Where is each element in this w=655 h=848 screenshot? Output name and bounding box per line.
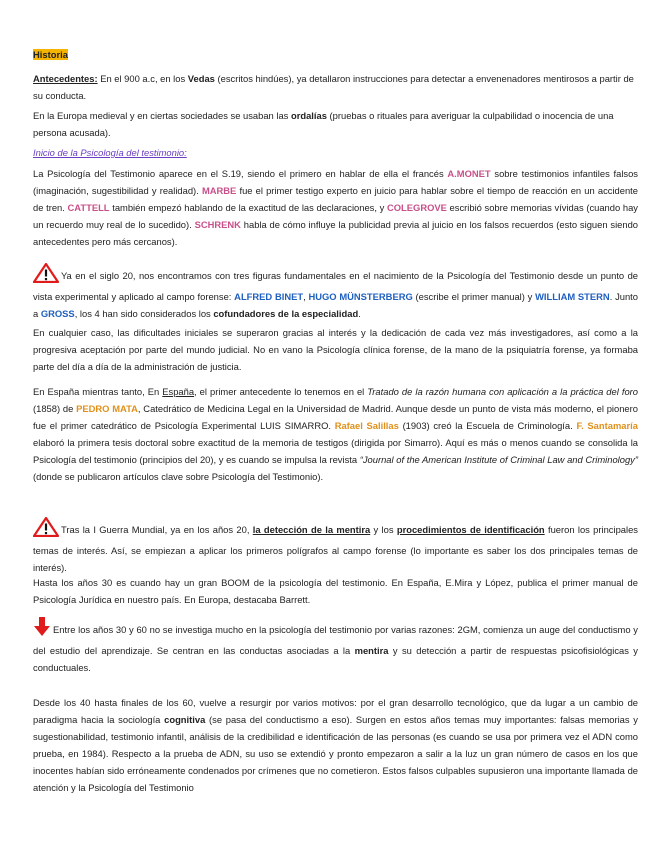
term-ordalias: ordalías xyxy=(290,110,327,121)
text-run: , xyxy=(303,291,309,302)
term-cofundadores: cofundadores de la especialidad xyxy=(213,308,359,319)
paragraph-dificultades xyxy=(33,324,638,375)
term-deteccion-mentira: la detección de la mentira xyxy=(252,524,371,535)
text-run: (escritos hindúes), ya detallaron instrucciones para detectar a envenenadores mentirosos a partir de su conducta. xyxy=(33,73,634,101)
book-title-tratado: Tratado de la razón humana con aplicación a la práctica del foro xyxy=(367,386,638,397)
term-mentira: mentira xyxy=(354,645,389,656)
text-run: En cualquier caso, las dificultades iniciales se superaron gracias al interés y la dedicación de cada vez más investigadores, así como a la progresiva aceptación por parte del mundo judicial. No en vano la Psicología clínica forense, de la mano de la psiquiatría forense, ya formaba parte del día a día de la administración de justicia. xyxy=(33,327,638,372)
paragraph-ordalias xyxy=(33,107,638,141)
text-run: La Psicología del Testimonio aparece en el S.19, siendo el primero en hablar de ella el francés xyxy=(33,168,448,179)
text-run: En España mientras tanto, En xyxy=(33,386,163,397)
paragraph-anos-30-60 xyxy=(33,617,638,676)
warning-triangle-icon xyxy=(33,263,59,288)
name-pedro-mata: PEDRO MATA xyxy=(76,403,138,414)
text-run: sobre testimonios infantiles falsos (imaginación, sugestibilidad y realidad). xyxy=(33,168,638,196)
paragraph-resurgir xyxy=(33,694,638,796)
name-marbe: MARBE xyxy=(201,185,237,196)
journal-title: “Journal of the American Institute of Criminal Law and Criminology” xyxy=(359,454,638,465)
heading-historia xyxy=(33,46,638,63)
text-run: Desde los 40 hasta finales de los 60, vuelve a resurgir por varios motivos: por el gran desarrollo tecnológico, que da lugar a un cambio de paradigma hacia la sociología xyxy=(33,697,638,725)
section-title-link[interactable]: Inicio de la Psicología del testimonio: xyxy=(33,147,187,158)
term-espana: España xyxy=(162,386,195,397)
text-run: (escribe el primer manual) y xyxy=(412,291,536,302)
text-run: fueron los principales temas de interés. Así, se empiezan a aplicar los primeros polígrafos al campo forense (lo importante es saber los dos principales temas de interés). xyxy=(33,524,638,573)
term-vedas: Vedas xyxy=(187,73,215,84)
text-run: elaboró la primera tesis doctoral sobre exactitud de la memoria de testigos (dirigida por Simarro). Aquí es más o menos cuando se consolida la Psicología del testimonio (principios del 20), y es cuando se impulsa la revista xyxy=(33,437,638,465)
text-run: , el primer antecedente lo tenemos en el xyxy=(194,386,368,397)
text-run: Ya en el siglo 20, nos encontramos con tres figuras fundamentales en el nacimiento de la Psicología del Testimonio desde un punto de vista experimental y aplicado al campo forense: xyxy=(33,270,638,302)
section-heading xyxy=(33,144,638,161)
text-run: Hasta los años 30 es cuando hay un gran BOOM de la psicología del testimonio. En España, E.Mira y López, publica el primer manual de Psicología Jurídica en nuestro país. En Europa, destacaba Barrett. xyxy=(33,577,638,605)
term-cognitiva: cognitiva xyxy=(164,714,206,725)
text-run: (pruebas o rituales para averiguar la culpabilidad o inocencia de una persona acusada). xyxy=(33,110,614,138)
text-run: (donde se publicaron artículos clave sobre Psicología del Testimonio). xyxy=(33,471,324,482)
paragraph-origins xyxy=(33,165,638,250)
page-title: Historia xyxy=(33,49,68,60)
text-run: (1858) de xyxy=(33,403,77,414)
text-run: , Catedrático de Medicina Legal en la Universidad de Madrid. Aunque desde un punto de vista más moderno, el pionero fue el primer catedrático de Psicología Experimental LUIS SIMARRO. xyxy=(33,403,638,431)
antecedentes-label: Antecedentes: xyxy=(33,73,98,84)
paragraph-antecedentes xyxy=(33,70,638,104)
text-run: , los 4 han sido considerados los xyxy=(74,308,214,319)
text-run: Tras la I Guerra Mundial, ya en los años 20, xyxy=(61,524,253,535)
name-salillas: Rafael Salillas xyxy=(334,420,399,431)
warning-triangle-icon xyxy=(33,517,59,542)
name-santamaria: F. Santamaría xyxy=(576,420,638,431)
text-run: En el 900 a.c, en los xyxy=(97,73,188,84)
name-colegrove: COLEGROVE xyxy=(386,202,447,213)
paragraph-guerra-mundial xyxy=(33,517,638,576)
text-run: (1903) creó la Escuela de Criminología. xyxy=(398,420,577,431)
paragraph-espana xyxy=(33,383,638,485)
name-schrenk: SCHRENK xyxy=(194,219,241,230)
text-run: . Junto a xyxy=(33,291,638,319)
paragraph-siglo-20 xyxy=(33,263,638,322)
text-run: y su detección a partir de respuestas psicofisiológicas y conductuales. xyxy=(33,645,638,673)
paragraph-boom xyxy=(33,574,638,608)
name-monet: A.MONET xyxy=(447,168,491,179)
text-run: fue el primer testigo experto en juicio para hablar sobre el tiempo de reacción en un accidente de tren. xyxy=(33,185,638,213)
text-run: En la Europa medieval y en ciertas sociedades se usaban las xyxy=(33,110,291,121)
text-run: Entre los años 30 y 60 no se investiga mucho en la psicología del testimonio por varias razones: 2GM, comienza un auge del conductismo y del estudio del aprendizaje. Se centran en las conductas asociadas a la xyxy=(33,624,638,656)
name-stern: WILLIAM STERN xyxy=(535,291,610,302)
text-run: habla de cómo influye la publicidad previa al juicio en los falsos recuerdos (esto siguen siendo antecedentes pero más cercanos). xyxy=(33,219,639,247)
name-cattell: CATTELL xyxy=(67,202,110,213)
red-down-arrow-icon xyxy=(33,617,51,642)
name-gross: GROSS xyxy=(40,308,75,319)
term-procedimientos: procedimientos de identificación xyxy=(396,524,545,535)
text-run: y los xyxy=(370,524,397,535)
name-binet: ALFRED BINET xyxy=(234,291,304,302)
text-run: (se pasa del conductismo a eso). Surgen en estos años temas muy importantes: falsas memorias y sugestionabilidad, testimonio infantil, análisis de la credibilidad e identificación de las personas (es cuando se usa por primera vez el ADN como prueba, en 1984). Respecto a la prueba de ADN, su uso se extendió y pronto empezaron a salir a la luz un gran número de casos en los que inocentes habían sido erróneamente condenados por crímenes que no cometieron. Estos falsos culpables supusieron una importante llamada de atención y la Psicología del Testimonio xyxy=(33,714,638,793)
text-run: también empezó hablando de la exactitud de las declaraciones, y xyxy=(109,202,387,213)
name-munsterberg: HUGO MÜNSTERBERG xyxy=(308,291,413,302)
text-run: escribió sobre memorias vívidas (cuando hay un recuerdo muy real de lo sucedido). xyxy=(33,202,638,230)
text-run: . xyxy=(358,308,361,319)
